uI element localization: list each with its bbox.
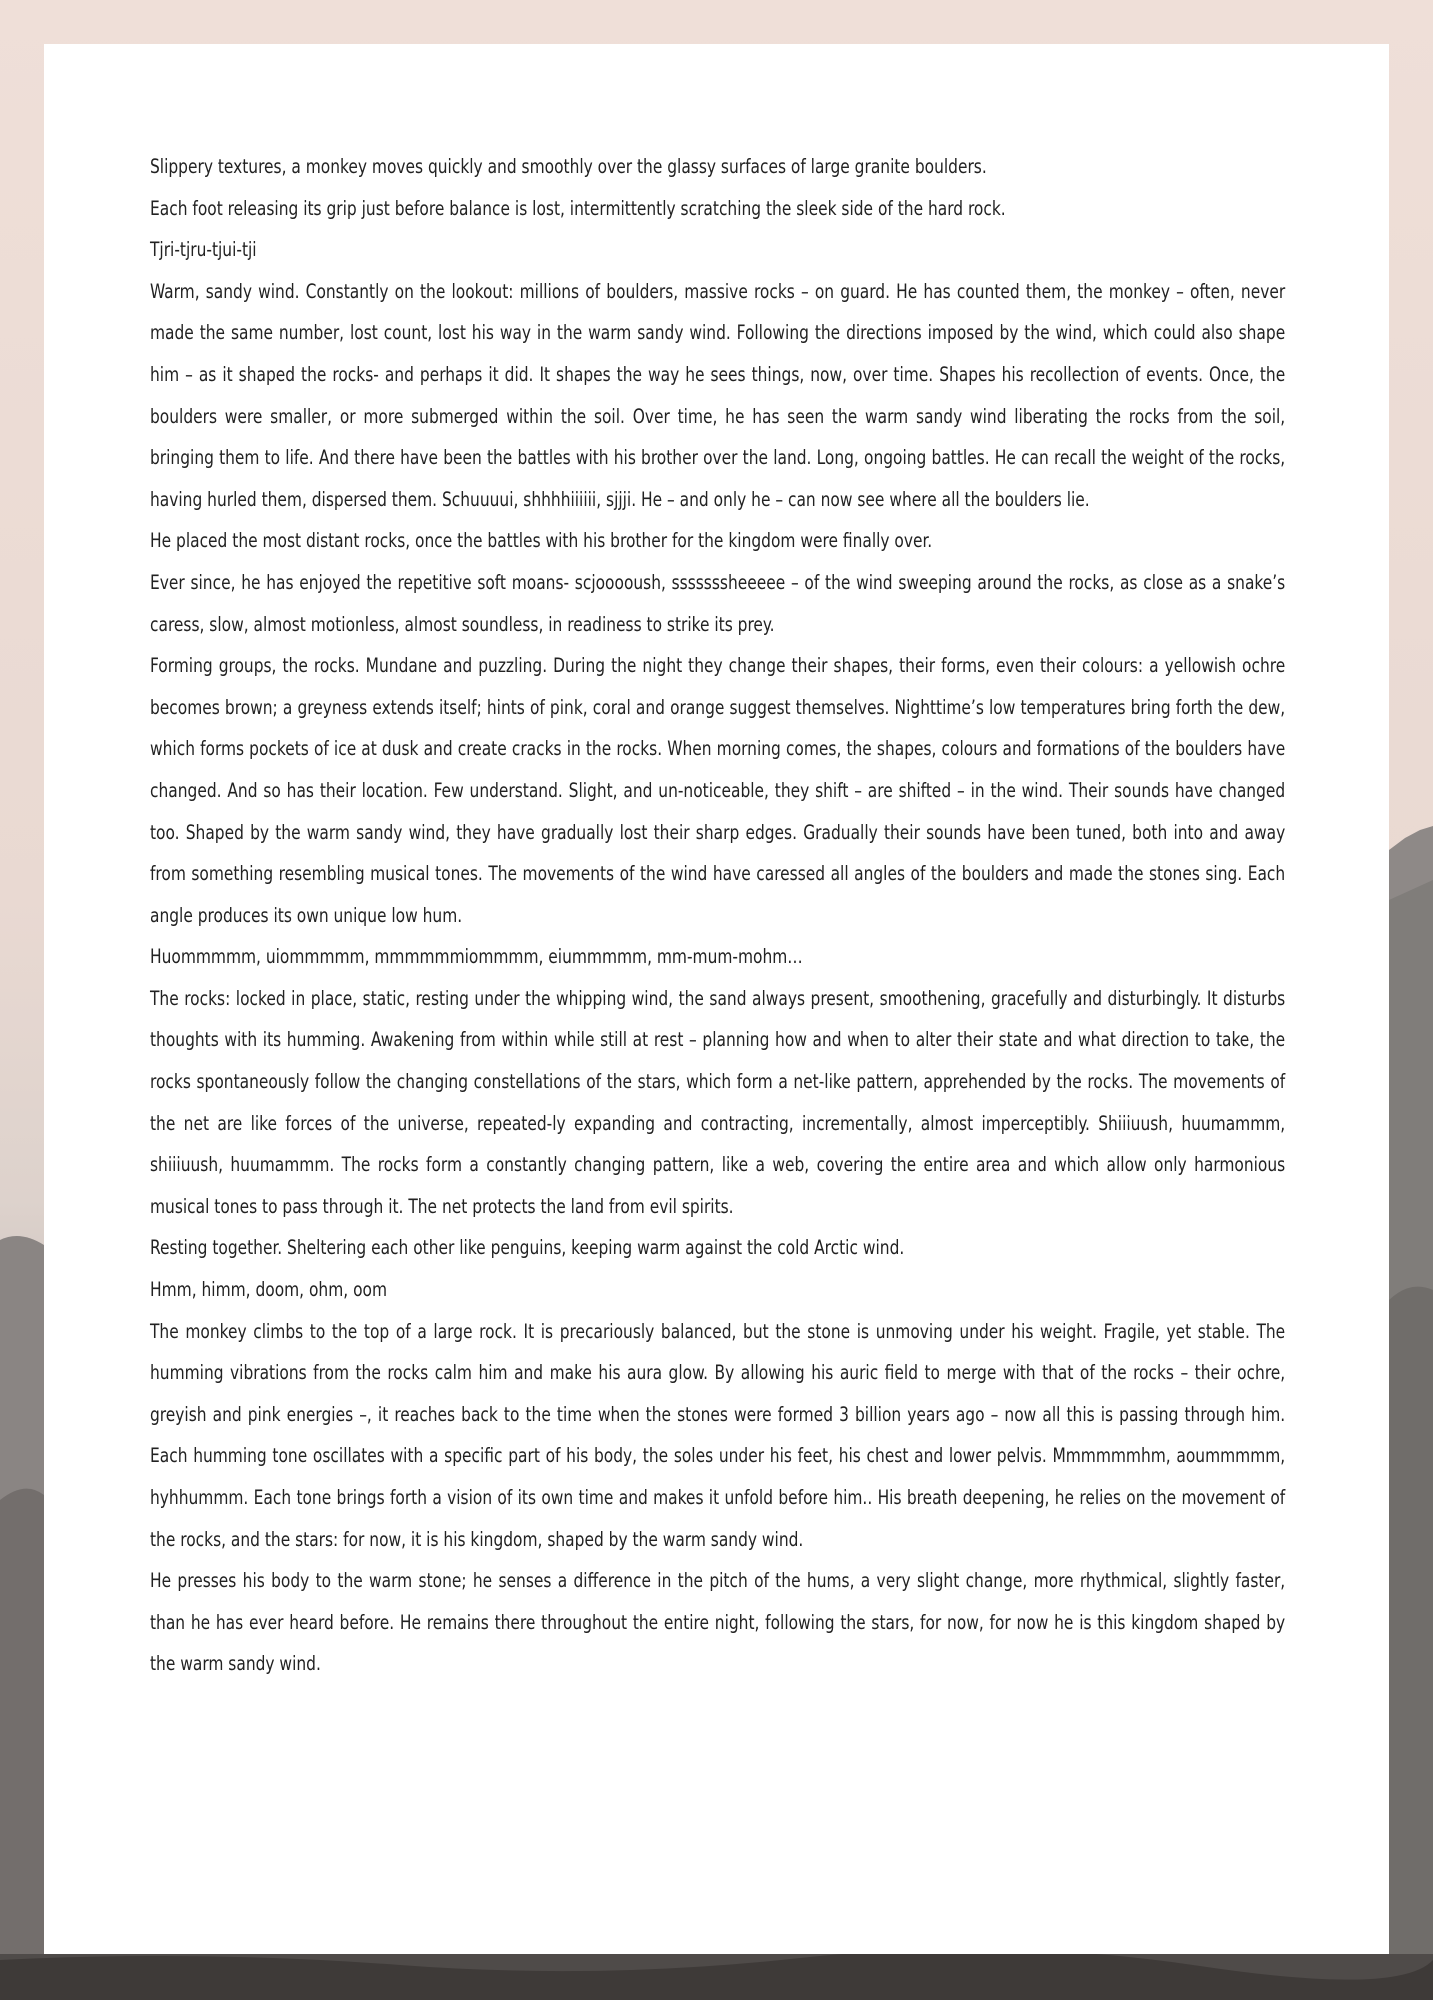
- paragraph: Ever since, he has enjoyed the repetitive soft moans- scjooooush, sssssssheeeee – of the wind sweeping around the rocks, as close as a snake’s caress, slow, almost motionless, almost soundless, in readiness to strike its prey.: [150, 570, 1286, 636]
- page-sheet: [44, 44, 1389, 1954]
- paragraph: Each foot releasing its grip just before balance is lost, intermittently scratching the sleek side of the hard rock.: [150, 196, 1006, 220]
- paragraph: Huommmmm, uiommmmm, mmmmmmiommmm, eiummmmm, mm-mum-mohm…: [150, 945, 803, 969]
- paragraph: He placed the most distant rocks, once the battles with his brother for the kingdom were finally over.: [150, 529, 933, 553]
- paragraph: Forming groups, the rocks. Mundane and puzzling. During the night they change their shapes, their forms, even their colours: a yellowish ochre becomes brown; a greyness extends itself; hints of pink, coral and orange suggest themselves. Nighttime’s low temperatures bring forth the dew, which forms pockets of ice at dusk and create cracks in the rocks. When morning comes, the shapes, colours and formations of the boulders have changed. And so has their location. Few understand. Slight, and un-noticeable, they shift – are shifted – in the wind. Their sounds have changed too. Shaped by the warm sandy wind, they have gradually lost their sharp edges. Gradually their sounds have been tuned, both into and away from something resembling musical tones. The movements of the wind have caressed all angles of the boulders and made the stones sing. Each angle produces its own unique low hum.: [150, 654, 1286, 927]
- paragraph: Resting together. Sheltering each other like penguins, keeping warm against the cold Arctic wind.: [150, 1236, 905, 1260]
- paragraph: Hmm, himm, doom, ohm, oom: [150, 1278, 387, 1302]
- paragraph: Slippery textures, a monkey moves quickly and smoothly over the glassy surfaces of large granite boulders.: [150, 155, 987, 178]
- paragraph: He presses his body to the warm stone; he senses a difference in the pitch of the hums, a very slight change, more rhythmical, slightly faster, than he has ever heard before. He remains there throughout the entire night, following the stars, for now, for now he is this kingdom shaped by the warm sandy wind.: [150, 1569, 1286, 1676]
- paragraph: Tjri-tjru-tjui-tji: [150, 238, 257, 262]
- paragraph: Warm, sandy wind. Constantly on the lookout: millions of boulders, massive rocks – on guard. He has counted them, the monkey – often, never made the same number, lost count, lost his way in the warm sandy wind. Following the directions imposed by the wind, which could also shape him – as it shaped the rocks- and perhaps it did. It shapes the way he sees things, now, over time. Shapes his recollection of events. Once, the boulders were smaller, or more submerged within the soil. Over time, he has seen the warm sandy wind liberating the rocks from the soil, bringing them to life. And there have been the battles with his brother over the land. Long, ongoing battles. He can recall the weight of the rocks, having hurled them, dispersed them. Schuuuui, shhhhiiiiii, sjjji. He – and only he – can now see where all the boulders lie.: [150, 279, 1286, 511]
- paragraph: The rocks: locked in place, static, resting under the whipping wind, the sand always present, smoothening, gracefully and disturbingly. It disturbs thoughts with its humming. Awakening from within while still at rest – planning how and when to alter their state and what direction to take, the rocks spontaneously follow the changing constellations of the stars, which form a net-like pattern, apprehended by the rocks. The movements of the net are like forces of the universe, repeated-ly expanding and contracting, incrementally, almost imperceptibly. Shiiiuush, huumammm, shiiiuush, huumammm. The rocks form a constantly changing pattern, like a web, covering the entire area and which allow only harmonious musical tones to pass through it. The net protects the land from evil spirits.: [150, 986, 1286, 1218]
- story-text: [150, 146, 1285, 1685]
- paragraph: The monkey climbs to the top of a large rock. It is precariously balanced, but the stone is unmoving under his weight. Fragile, yet stable. The humming vibrations from the rocks calm him and make his aura glow. By allowing his auric field to merge with that of the rocks – their ochre, greyish and pink energies –, it reaches back to the time when the stones were formed 3 billion years ago – now all this is passing through him. Each humming tone oscillates with a specific part of his body, the soles under his feet, his chest and lower pelvis. Mmmmmmhm, aoummmmm, hyhhummm. Each tone brings forth a vision of its own time and makes it unfold before him.. His breath deepening, he relies on the movement of the rocks, and the stars: for now, it is his kingdom, shaped by the warm sandy wind.: [150, 1319, 1286, 1551]
